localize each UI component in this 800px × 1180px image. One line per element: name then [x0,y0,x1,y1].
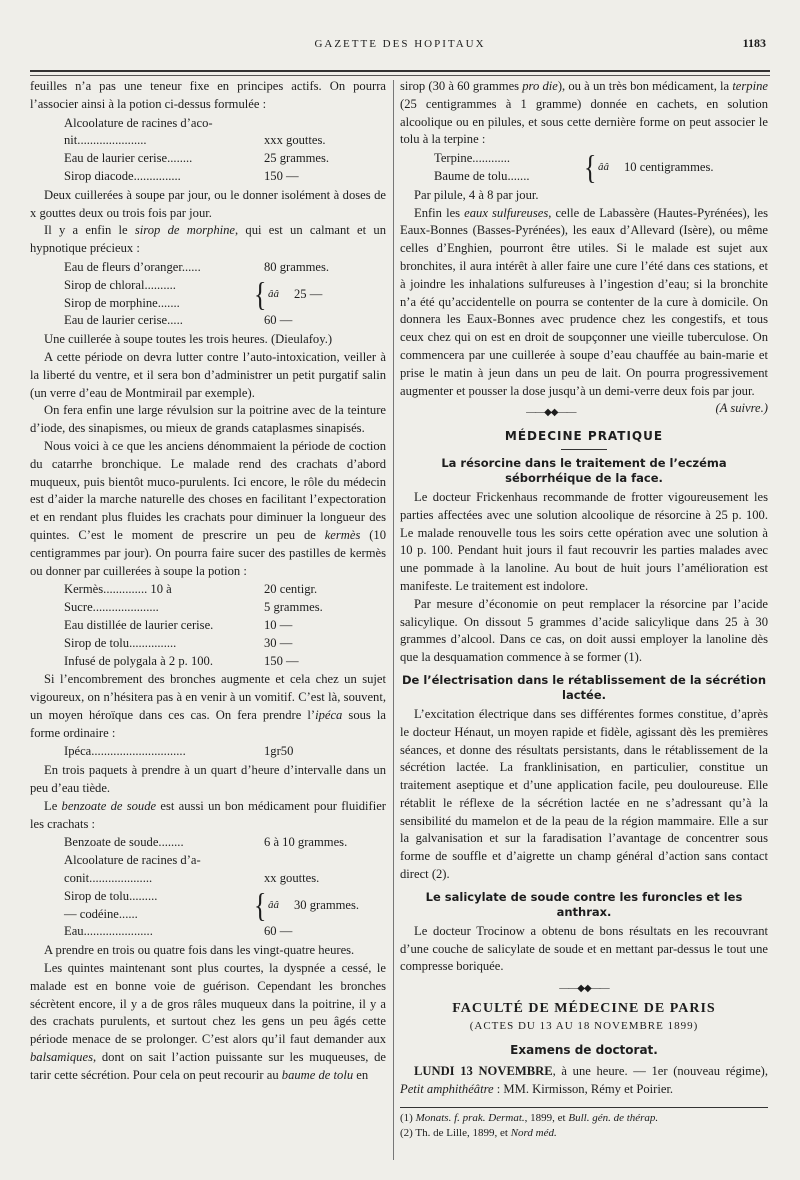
header-rule-thin [30,75,770,76]
brace-icon: { [254,275,267,313]
section-rule [561,449,607,450]
prescription-benzoate [30,834,386,941]
header-rule [30,70,770,72]
paragraph: Les quintes maintenant sont plus courtes, la dyspnée a cessé, le malade est en bonne voie de guérison. Cependant les bronches sécrètent encore, il y a de gros râles muqueux dans la poitrine, il y a des crachats purulents, et surtout chez les gens un peu âgés cette période menace de se prolonger. C’est alors qu’il faut demander aux balsamiques, dont on sait l’action puissante sur les muqueuses, de tarir cette sécrétion. Pour cela on peut recourir au baume de tolu en [30,961,386,1082]
prescription-line: Sucre..................... 5 grammes. [64,600,323,615]
prescription-line: nit...................... xxx gouttes. [64,133,326,148]
paragraph: Par mesure d’économie on peut remplacer la résorcine par l’acide salicylique. On dissout 5 grammes d’acide salicylique dans 25 à 30 grammes d’alcool. Dans ce cas, on doit aussi employer la lanoline dès que la desquamation commence à se former (1). [400,596,768,665]
faculty-heading: FACULTÉ DE MÉDECINE DE PARIS [452,1001,716,1017]
prescription-line: Eau distillée de laurier cerise. 10 — [64,617,293,632]
prescription-line: Eau de laurier cerise........ 25 grammes. [64,151,330,166]
left-column [30,78,386,1085]
prescription-line: Alcoolature de racines d’aco- [64,115,213,130]
prescription-line: Eau...................... 60 — [64,924,293,939]
prescription-ipeca [30,743,386,761]
paragraph: Une cuillerée à soupe toutes les trois heures. (Dieulafoy.) [44,332,333,347]
paragraph: Par pilule, 4 à 8 par jour. [414,187,539,202]
prescription-line: Alcoolature de racines d’a- [64,853,201,868]
prescription-line: Infusé de polygala à 2 p. 100. 150 — [64,653,299,668]
footnote: (1) Monats. f. prak. Dermat., 1899, et Bull. gén. de thérap. [400,1112,659,1125]
prescription-line: Sirop diacode............... 150 — [64,168,299,183]
prescription-terpine [400,150,768,186]
ornament-divider: ——◆◆—— [526,407,576,419]
paragraph: A cette période on devra lutter contre l’auto-intoxication, veiller à la liberté du ventre, et il sera bon d’administrer un petit purgatif salin (un verre d’eau de Montmirail par exemple). [30,349,386,400]
faculty-subheading: (ACTES DU 13 AU 18 NOVEMBRE 1899) [469,1019,699,1032]
prescription-line: Eau de laurier cerise..... 60 — [64,313,293,328]
article-title: Le salicylate de soude contre les furoncles et les anthrax. [425,889,743,919]
footnote: (2) Th. de Lille, 1899, et Nord méd. [400,1127,557,1140]
footnotes [400,1107,768,1141]
paragraph: Enfin les eaux sulfureuses, celle de Labassère (Hautes-Pyrénées), les Eaux-Bonnes (Basses-Pyrénées), les eaux d’Allevard (Isère), ou même celles d’Enghien, pourront être utiles. Si le malade est sujet aux bronchites, il aura intérêt à aller faire une cure l’été dans ces stations, et à joindre les inhalations sulfureuses à l’ingestion d’eau; si la bronchite n’a été qu’accidentelle on pourra se contenter de la cure à domicile. On donnera les Eaux-Bonnes avec prudence chez les congestifs, et tous ceux chez qui on est en droit de soupçonner une vieille tuberculose. On commencera par une cuillerée à soupe d’eau chauffée au bain-marie et prise le matin à jeun dans un peu de lait. On pourra progressivement augmenter et pousser la dose jusqu’à un demi-verre deux fois par jour. (A suivre.) [400,205,768,401]
article-title: La résorcine dans le traitement de l’eczéma séborrhéique de la face. [441,455,727,485]
brace-icon: { [584,148,597,187]
paragraph: A prendre en trois ou quatre fois dans les vingt-quatre heures. [44,943,355,958]
prescription-line: Sirop de tolu............... 30 — [64,635,293,650]
bracket-group: Terpine............ Baume de tolu....... { ââ 10 centigrammes. [434,148,714,187]
bracket-group: Sirop de tolu......... — codéine...... { ââ 30 grammes. [64,886,360,924]
column-divider [393,80,394,1160]
brace-icon: { [254,886,267,924]
paragraph: Deux cuillerées à soupe par jour, ou le donner isolément à doses de x gouttes deux ou trois fois par jour. [30,187,386,220]
prescription-line: Benzoate de soude........ 6 à 10 grammes. [64,835,348,850]
paragraph: Il y a enfin le sirop de morphine, qui est un calmant et un hypnotique précieux : [30,223,386,256]
article-title: De l’électrisation dans le rétablissement de la sécrétion lactée. [401,672,767,702]
paragraph: Nous voici à ce que les anciens dénommaient la période de coction du catarrhe bronchique. Le malade rend des crachats d’abord muqueux, puis bientôt muco-purulents. Ici encore, le rôle du médecin est d’aider la marche naturelle des choses en facilitant l’expectoration et en rendant plus fluides les crachats pour diminuer la longueur des quintes. C’est le moment de prescrire un peu de kermès (10 centigrammes par jour). On pourra faire sucer des pastilles de kermès ou donner par cuillerées à soupe la potion : [30,438,386,578]
paragraph: En trois paquets à prendre à un quart d’heure d’intervalle dans un peu d’eau tiède. [30,763,386,796]
prescription-line: Eau de fleurs d’oranger...... 80 grammes. [64,259,330,274]
right-column [400,78,768,1141]
prescription-kermes [30,581,386,670]
prescription-line: Kermès.............. 10 à 20 centigr. [64,582,318,597]
prescription-line: conit.................... xx gouttes. [64,871,320,886]
paragraph: Si l’encombrement des bronches augmente et cela chez un sujet vigoureux, on n’hésitera pas à en venir à un vomitif. C’est là, souvent, un moyen héroïque dans ces cas. On fera prendre l’ipéca sous la forme ordinaire : [30,672,386,740]
prescription-line: Ipéca.............................. 1gr50 [64,744,294,759]
paragraph: sirop (30 à 60 grammes pro die), ou à un très bon médicament, la terpine (25 centigrammes à 1 gramme) donnée en cachets, en solution alcoolique ou en pilules, et sous cette dernière forme on peut associer le tolu à la terpine : [400,79,768,147]
continuation-note: (A suivre.) [715,401,768,416]
ornament-divider: ——◆◆—— [559,983,609,995]
bracket-group: Sirop de chloral.......... Sirop de morphine....... { ââ 25 — [64,275,323,313]
prescription-morphine [30,259,386,330]
exam-heading: Examens de doctorat. [510,1042,658,1057]
page-header [30,30,770,60]
paragraph: Le docteur Frickenhaus recommande de frotter vigoureusement les parties affectées avec une solution alcoolique de résorcine à 25 p. 100. Le malade renouvelle tous les soirs cette opération avec une solution à 10 p. 100. Pendant huit jours il faut recouvrir les parties malades avec une pommade à la lanoline. Au bout de huit jours l’amélioration est manifeste. Le traitement est indolore. [400,489,768,593]
paragraph: feuilles n’a pas une teneur fixe en principes actifs. On pourra l’associer ainsi à la potion ci-dessus formulée : [30,79,386,111]
section-heading: MÉDECINE PRATIQUE [504,429,664,444]
journal-title: GAZETTE DES HOPITAUX [314,38,486,50]
paragraph: L’excitation électrique dans ses différentes formes constitue, d’après le docteur Hénaut, un moyen rapide et fidèle, agissant dès les premières séances, et donne des résultats persistants, dans le rétablissement de la sécrétion lactée. La franklinisation, en particulier, constitue un traitement aseptique et d’une application facile, peu douloureuse. Elle rétablit le réflexe de la sécrétion lactée en ne s’adressant qu’à la sensibilité du mamelon et de la peau de la région mammaire. Elle a sur la galvanisation et sur la faradisation l’avantage de concentrer sous forme de souffle et d’aigrette un champ général d’action sans contact direct (2). [400,706,768,882]
paragraph: Le docteur Trocinow a obtenu de bons résultats en les recouvrant d’une couche de salicylate de soude et en mettant par-dessus le tout une compresse boriquée. [400,923,768,974]
paragraph: Le benzoate de soude est aussi un bon médicament pour fluidifier les crachats : [30,798,386,831]
prescription-aconit [30,115,386,186]
page-number: 1183 [742,36,766,50]
paragraph: On fera enfin une large révulsion sur la poitrine avec de la teinture d’iode, des sinapismes, ou mieux de grands cataplasmes sinapisés. [30,403,386,436]
paragraph: LUNDI 13 NOVEMBRE, à une heure. — 1er (nouveau régime), Petit amphithéâtre : MM. Kirmisson, Rémy et Poirier. [400,1064,768,1097]
